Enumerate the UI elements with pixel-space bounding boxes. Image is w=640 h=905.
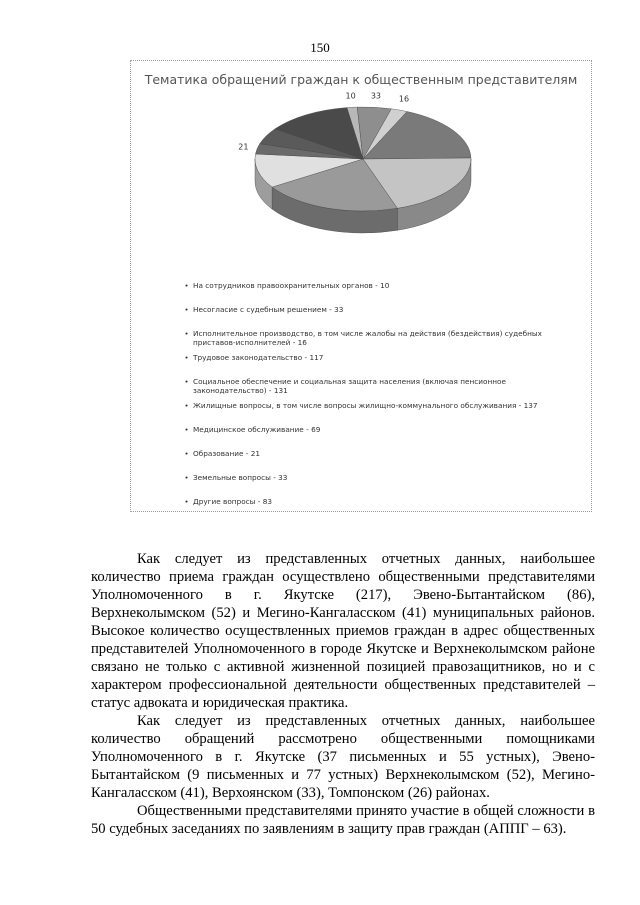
legend-label: Другие вопросы - 83 <box>193 497 272 506</box>
legend-item <box>183 401 543 410</box>
legend-item <box>183 497 543 506</box>
legend-label: Медицинское обслуживание - 69 <box>193 425 321 434</box>
legend-label: Образование - 21 <box>193 449 261 458</box>
pie-data-label: 33 <box>370 91 382 101</box>
legend-bullet-icon: • <box>184 473 189 482</box>
legend-item <box>183 305 543 314</box>
legend-item <box>183 329 543 347</box>
chart-title: Тематика обращений граждан к общественным представителям <box>144 72 578 87</box>
legend-item <box>183 281 543 290</box>
paragraph: Как следует из представленных отчетных данных, наибольшее количество обращений рассмотрено общественными помощниками Уполномоченного в г. Якутске (37 письменных и 55 устных), Эвено-Бытантайском (9 письменных и 77 устных) Верхнеколымском (52), Мегино-Кангаласском (41), Верхоянском (33), Томпонском (26) районах. <box>91 713 595 801</box>
legend-bullet-icon: • <box>184 377 189 386</box>
legend-item <box>183 353 543 362</box>
legend-bullet-icon: • <box>184 497 189 506</box>
paragraph: Как следует из представленных отчетных данных, наибольшее количество приема граждан осуществлено общественными представителями Уполномоченного в г. Якутске (217), Эвено-Бытантайском (86), Верхнеколымском (52) и Мегино-Кангаласском (41) муниципальных районов. Высокое количество осуществленных приемов граждан в адрес общественных представителей Уполномоченного в городе Якутске и Верхнеколымском районе связано не только с активной жизненной позицией правозащитников, но и с характером профессиональной деятельности общественных представителей – статус адвоката и юридическая практика. <box>91 551 595 711</box>
legend-label: Жилищные вопросы, в том числе вопросы жилищно-коммунального обслуживания - 137 <box>193 401 538 410</box>
legend-label: Социальное обеспечение и социальная защита населения (включая пенсионное законодательство) - 131 <box>193 377 506 395</box>
legend-bullet-icon: • <box>184 401 189 410</box>
legend-bullet-icon: • <box>184 329 189 338</box>
legend-label: Трудовое законодательство - 117 <box>193 353 324 362</box>
legend-item <box>183 425 543 434</box>
legend-label: Исполнительное производство, в том числе жалобы на действия (бездействия) судебных приставов-исполнителей - 16 <box>193 329 542 347</box>
legend-item <box>183 377 543 395</box>
pie-data-label: 10 <box>345 91 356 101</box>
pie-chart <box>131 61 591 281</box>
pie-data-label: 21 <box>238 142 249 152</box>
legend-bullet-icon: • <box>184 305 189 314</box>
legend-label: Земельные вопросы - 33 <box>193 473 288 482</box>
legend-label: Несогласие с судебным решением - 33 <box>193 305 344 314</box>
legend-bullet-icon: • <box>184 353 189 362</box>
legend-item <box>183 449 543 458</box>
chart-frame <box>130 60 592 512</box>
legend-item <box>183 473 543 482</box>
pie-data-label: 16 <box>398 94 410 104</box>
legend-bullet-icon: • <box>184 281 189 290</box>
paragraph: Общественными представителями принято участие в общей сложности в 50 судебных заседаниях по заявлениям в защиту прав граждан (АППГ – 63). <box>91 803 595 837</box>
legend-bullet-icon: • <box>184 449 189 458</box>
legend-label: На сотрудников правоохранительных органов - 10 <box>193 281 390 290</box>
legend-bullet-icon: • <box>184 425 189 434</box>
body-text <box>91 550 595 838</box>
page-number: 150 <box>310 40 330 55</box>
